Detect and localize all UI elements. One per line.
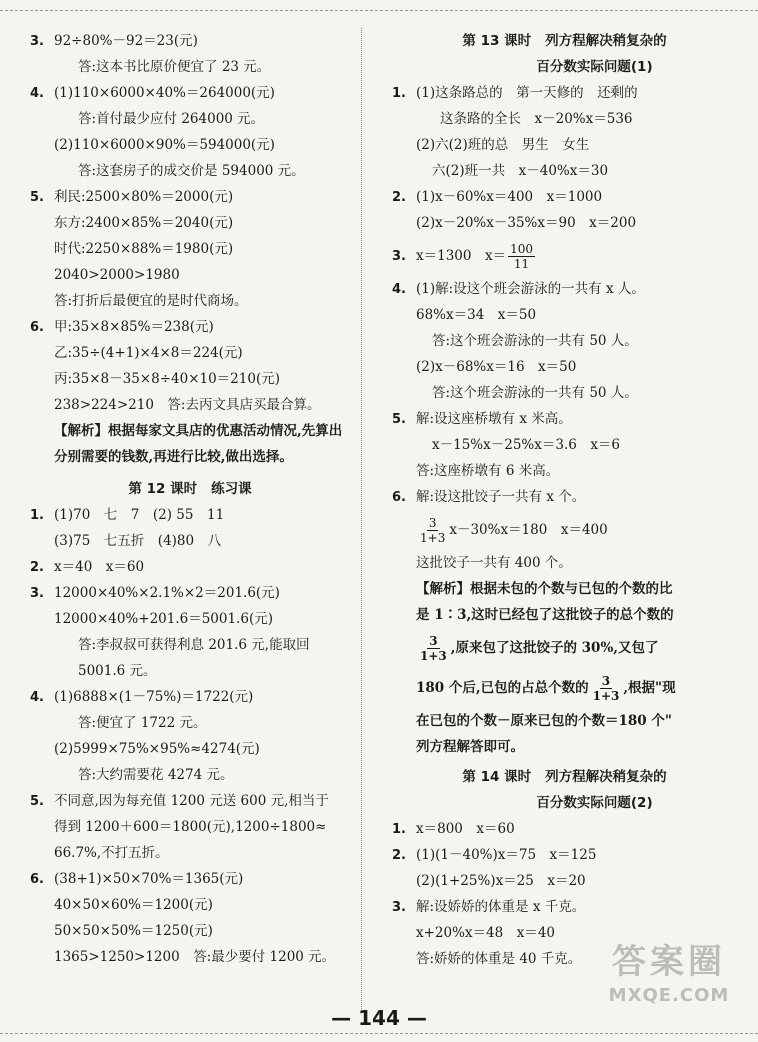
answer-line: 4. (1)110×6000×40%＝264000(元)	[30, 85, 275, 101]
answer-line: 答:这个班会游泳的一共有 50 人。	[432, 385, 638, 401]
answer-line: 六(2)班一共 x－40%x＝30	[432, 163, 609, 179]
answer-line: 6. 甲:35×8×85%＝238(元)	[30, 319, 214, 335]
answer-line: (2)5999×75%×95%≈4274(元)	[54, 741, 260, 757]
analysis-note-line: 列方程解答即可。	[416, 739, 524, 755]
analysis-note-line: 【解析】根据未包的个数与已包的个数的比	[416, 581, 673, 597]
answer-line: 答:便宜了 1722 元。	[78, 715, 207, 731]
answer-line: (2)x－68%x＝16 x＝50	[416, 359, 577, 375]
analysis-note: 【解析】根据每家文具店的优惠活动情况,先算出分别需要的钱数,再进行比较,做出选择。	[54, 423, 343, 465]
top-cut-edge	[0, 0, 758, 11]
answer-line: 5. 解:设这座桥墩有 x 米高。	[392, 411, 572, 427]
analysis-note-line: 180 个后,已包的占总个数的 $\frac{3}{1+3}$ ,根据"现	[416, 674, 676, 703]
answer-line: 68%x＝34 x＝50	[416, 307, 537, 323]
answer-line: 乙:35÷(4+1)×4×8＝224(元)	[54, 345, 243, 361]
answer-line: 5. 利民:2500×80%＝2000(元)	[30, 189, 234, 205]
answer-line: 答:这个班会游泳的一共有 50 人。	[432, 333, 638, 349]
answer-line: 3. 92÷80%－92＝23(元)	[30, 33, 198, 49]
analysis-note-line: 是 1∶3,这时已经包了这批饺子的总个数的	[416, 607, 674, 623]
answer-line: 2040>2000>1980	[54, 267, 180, 283]
fraction: $\frac{100}{11}$	[510, 242, 533, 271]
answer-line: (2)x－20%x－35%x＝90 x＝200	[416, 215, 637, 231]
right-column	[392, 28, 737, 972]
analysis-note-line: $\frac{3}{1+3}$ ,原来包了这批饺子的 30%,又包了	[420, 634, 659, 663]
answer-line: 时代:2250×88%＝1980(元)	[54, 241, 234, 257]
answer-line: 2. (1)x－60%x＝400 x＝1000	[392, 189, 603, 205]
fraction: $\frac{3}{1+3}$	[420, 634, 447, 663]
watermark-logo-text: 答案圈	[612, 942, 726, 982]
answer-line: 4. (1)解:设这个班会游泳的一共有 x 人。	[392, 281, 645, 297]
answer-line: 40×50×60%＝1200(元)	[54, 897, 213, 913]
lesson-14-subheading: 百分数实际问题(2)	[536, 795, 653, 811]
answer-line: 答:这套房子的成交价是 594000 元。	[78, 163, 305, 179]
answer-line: 答:李叔叔可获得利息 201.6 元,能取回	[78, 637, 310, 653]
left-column	[30, 28, 350, 970]
column-divider	[361, 28, 362, 1013]
answer-line: $\frac{3}{1+3}$ x－30%x＝180 x＝400	[420, 516, 608, 545]
answer-line: 4. (1)6888×(1－75%)＝1722(元)	[30, 689, 254, 705]
answer-line: x－15%x－25%x＝3.6 x＝6	[432, 437, 621, 453]
answer-line: 5. 不同意,因为每充值 1200 元送 600 元,相当于	[30, 793, 329, 809]
answer-line: 1. (1)70 七 7 (2) 55 11	[30, 507, 225, 523]
lesson-12-heading: 第 12 课时 练习课	[128, 481, 252, 497]
answer-line: (3)75 七五折 (4)80 八	[54, 533, 222, 549]
answer-line: 2. (1)(1－40%)x＝75 x＝125	[392, 847, 597, 863]
answer-line: 1. x＝800 x＝60	[392, 821, 515, 837]
answer-line: 答:首付最少应付 264000 元。	[78, 111, 265, 127]
analysis-note-line: 在已包的个数－原来已包的个数＝180 个"	[416, 713, 672, 729]
answer-line: 1. (1)这条路总的 第一天修的 还剩的	[392, 85, 638, 101]
answer-line: 答:大约需要花 4274 元。	[78, 767, 234, 783]
fraction: $\frac{3}{1+3}$	[420, 516, 446, 545]
answer-line: (2)(1+25%)x＝25 x＝20	[416, 873, 586, 889]
watermark-url-text: MXQE.COM	[608, 985, 730, 1006]
answer-line: 答:这本书比原价便宜了 23 元。	[78, 59, 271, 75]
answer-line: 6. (38+1)×50×70%＝1365(元)	[30, 871, 244, 887]
bottom-cut-edge	[0, 1033, 758, 1042]
answer-line: 2. x＝40 x＝60	[30, 559, 145, 575]
answer-line: 3. 12000×40%×2.1%×2＝201.6(元)	[30, 585, 280, 601]
answer-line: 答:打折后最便宜的是时代商场。	[54, 293, 248, 309]
answer-line: 答:这座桥墩有 6 米高。	[416, 463, 560, 479]
answer-line: 东方:2400×85%＝2040(元)	[54, 215, 234, 231]
answer-line: 12000×40%+201.6＝5001.6(元)	[54, 611, 273, 627]
answer-line: 1365>1250>1200 答:最少要付 1200 元。	[54, 949, 336, 965]
answer-line: (2)六(2)班的总 男生 女生	[416, 137, 590, 153]
lesson-13-heading: 第 13 课时 列方程解决稍复杂的	[462, 33, 667, 49]
answer-line: 6. 解:设这批饺子一共有 x 个。	[392, 489, 586, 505]
answer-line: 这条路的全长 x－20%x＝536	[440, 111, 633, 127]
answer-line: 3. 解:设娇娇的体重是 x 千克。	[392, 899, 586, 915]
site-watermark	[594, 934, 744, 1024]
lesson-14-heading: 第 14 课时 列方程解决稍复杂的	[462, 769, 667, 785]
answer-line: 这批饺子一共有 400 个。	[416, 555, 572, 571]
answer-line: 50×50×50%＝1250(元)	[54, 923, 213, 939]
answer-line: 得到 1200＋600＝1800(元),1200÷1800≈	[54, 819, 327, 835]
answer-line: 丙:35×8－35×8÷40×10＝210(元)	[54, 371, 280, 387]
answer-line: 5001.6 元。	[78, 663, 157, 679]
lesson-13-subheading: 百分数实际问题(1)	[536, 59, 653, 75]
answer-line: 238>224>210 答:去丙文具店买最合算。	[54, 397, 321, 413]
page-number: — 144 —	[331, 1006, 427, 1030]
fraction: $\frac{3}{1+3}$	[592, 674, 620, 703]
answer-line: x+20%x＝48 x＝40	[416, 925, 556, 941]
answer-line: 66.7%,不打五折。	[54, 845, 169, 861]
answer-line: (2)110×6000×90%＝594000(元)	[54, 137, 275, 153]
answer-line: 答:娇娇的体重是 40 千克。	[416, 951, 582, 967]
answer-line: 3. x＝1300 x＝ $\frac{100}{11}$	[392, 242, 533, 271]
